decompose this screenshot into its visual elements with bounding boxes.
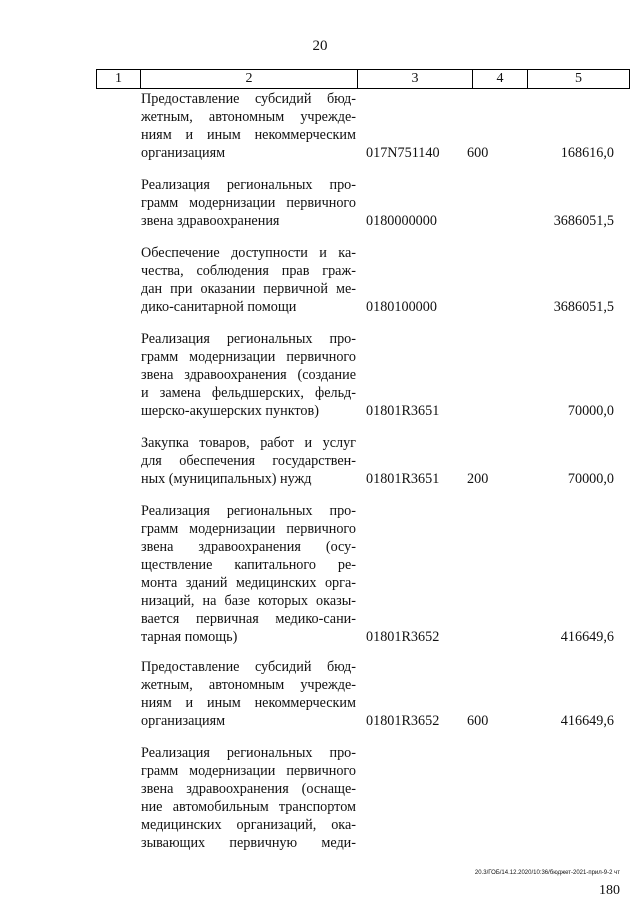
table-row (0, 502, 640, 646)
row-code: 01801R3652 (366, 713, 440, 729)
row-code: 01801R3651 (366, 471, 440, 487)
description-line: звена здравоохранения (141, 213, 280, 229)
description-line: Закупка товаров, работ и услуг (141, 435, 356, 451)
description-line: звена здравоохранения (осу- (141, 539, 356, 555)
table-row (0, 330, 640, 420)
row-code: 01801R3651 (366, 403, 440, 419)
table-row (0, 658, 640, 730)
description-line: звена здравоохранения (создание (141, 367, 356, 383)
row-amount: 70000,0 (567, 403, 614, 419)
description-line: грамм модернизации первичного (141, 763, 356, 779)
description-line: организациям (141, 713, 226, 729)
description-line: Реализация региональных про- (141, 331, 356, 347)
description-line: зывающих первичную меди- (141, 835, 356, 851)
description-line: Обеспечение доступности и ка- (141, 245, 356, 261)
row-description (141, 90, 356, 162)
row-amount: 70000,0 (567, 471, 614, 487)
description-line: и замена фельдшерских, фельд- (141, 385, 356, 401)
description-line: грамм модернизации первичного (141, 349, 356, 365)
description-line: Предоставление субсидий бюд- (141, 659, 356, 675)
footer-file-stamp: 20.3/ГОБ/14.12.2020/10:36/бюджет-2021-прил-9-2 чт (474, 870, 620, 876)
row-code: 01801R3652 (366, 629, 440, 645)
description-line: шерско-акушерских пунктов) (141, 403, 319, 419)
description-line: монта зданий медицинских орга- (141, 575, 356, 591)
table-row (0, 176, 640, 230)
header-col-3: 3 (358, 70, 473, 88)
table-row (0, 90, 640, 162)
row-description (141, 502, 356, 646)
description-line: ществление капитального ре- (141, 557, 356, 573)
row-amount: 168616,0 (560, 145, 614, 161)
row-amount: 416649,6 (560, 713, 614, 729)
description-line: ниям и иным некоммерческим (141, 695, 356, 711)
row-description (141, 434, 356, 488)
table-header (96, 69, 630, 89)
description-line: Реализация региональных про- (141, 177, 356, 193)
row-expense-type: 600 (467, 145, 489, 161)
description-line: звена здравоохранения (оснаще- (141, 781, 356, 797)
table-row (0, 244, 640, 316)
description-line: жетным, автономным учрежде- (141, 109, 356, 125)
row-description (141, 176, 356, 230)
row-description (141, 330, 356, 420)
row-code: 017N751140 (366, 145, 440, 161)
row-amount: 3686051,5 (553, 299, 614, 315)
table-row (0, 744, 640, 852)
row-expense-type: 200 (467, 471, 489, 487)
description-line: Предоставление субсидий бюд- (141, 91, 356, 107)
row-description (141, 658, 356, 730)
header-col-4: 4 (473, 70, 528, 88)
description-line: ние автомобильным транспортом (141, 799, 356, 815)
description-line: для обеспечения государствен- (141, 453, 356, 469)
description-line: ниям и иным некоммерческим (141, 127, 356, 143)
row-description (141, 244, 356, 316)
table-row (0, 434, 640, 488)
header-col-1: 1 (97, 70, 141, 88)
description-line: Реализация региональных про- (141, 745, 356, 761)
footer-page-number: 180 (599, 883, 620, 898)
row-description (141, 744, 356, 852)
description-line: тарная помощь) (141, 629, 238, 645)
row-code: 0180000000 (366, 213, 437, 229)
description-line: Реализация региональных про- (141, 503, 356, 519)
description-line: грамм модернизации первичного (141, 521, 356, 537)
row-amount: 3686051,5 (553, 213, 614, 229)
page-number: 20 (312, 38, 328, 54)
description-line: грамм модернизации первичного (141, 195, 356, 211)
row-expense-type: 600 (467, 713, 489, 729)
description-line: медицинских организаций, ока- (141, 817, 356, 833)
row-amount: 416649,6 (560, 629, 614, 645)
description-line: чества, соблюдения прав граж- (141, 263, 356, 279)
header-col-5: 5 (575, 71, 582, 86)
header-col-2: 2 (141, 70, 358, 88)
row-code: 0180100000 (366, 299, 437, 315)
description-line: ных (муниципальных) нужд (141, 471, 312, 487)
description-line: организациям (141, 145, 226, 161)
description-line: дико-санитарной помощи (141, 299, 297, 315)
description-line: дан при оказании первичной ме- (141, 281, 356, 297)
description-line: жетным, автономным учрежде- (141, 677, 356, 693)
description-line: вается первичная медико-сани- (141, 611, 356, 627)
description-line: низаций, на базе которых оказы- (141, 593, 356, 609)
